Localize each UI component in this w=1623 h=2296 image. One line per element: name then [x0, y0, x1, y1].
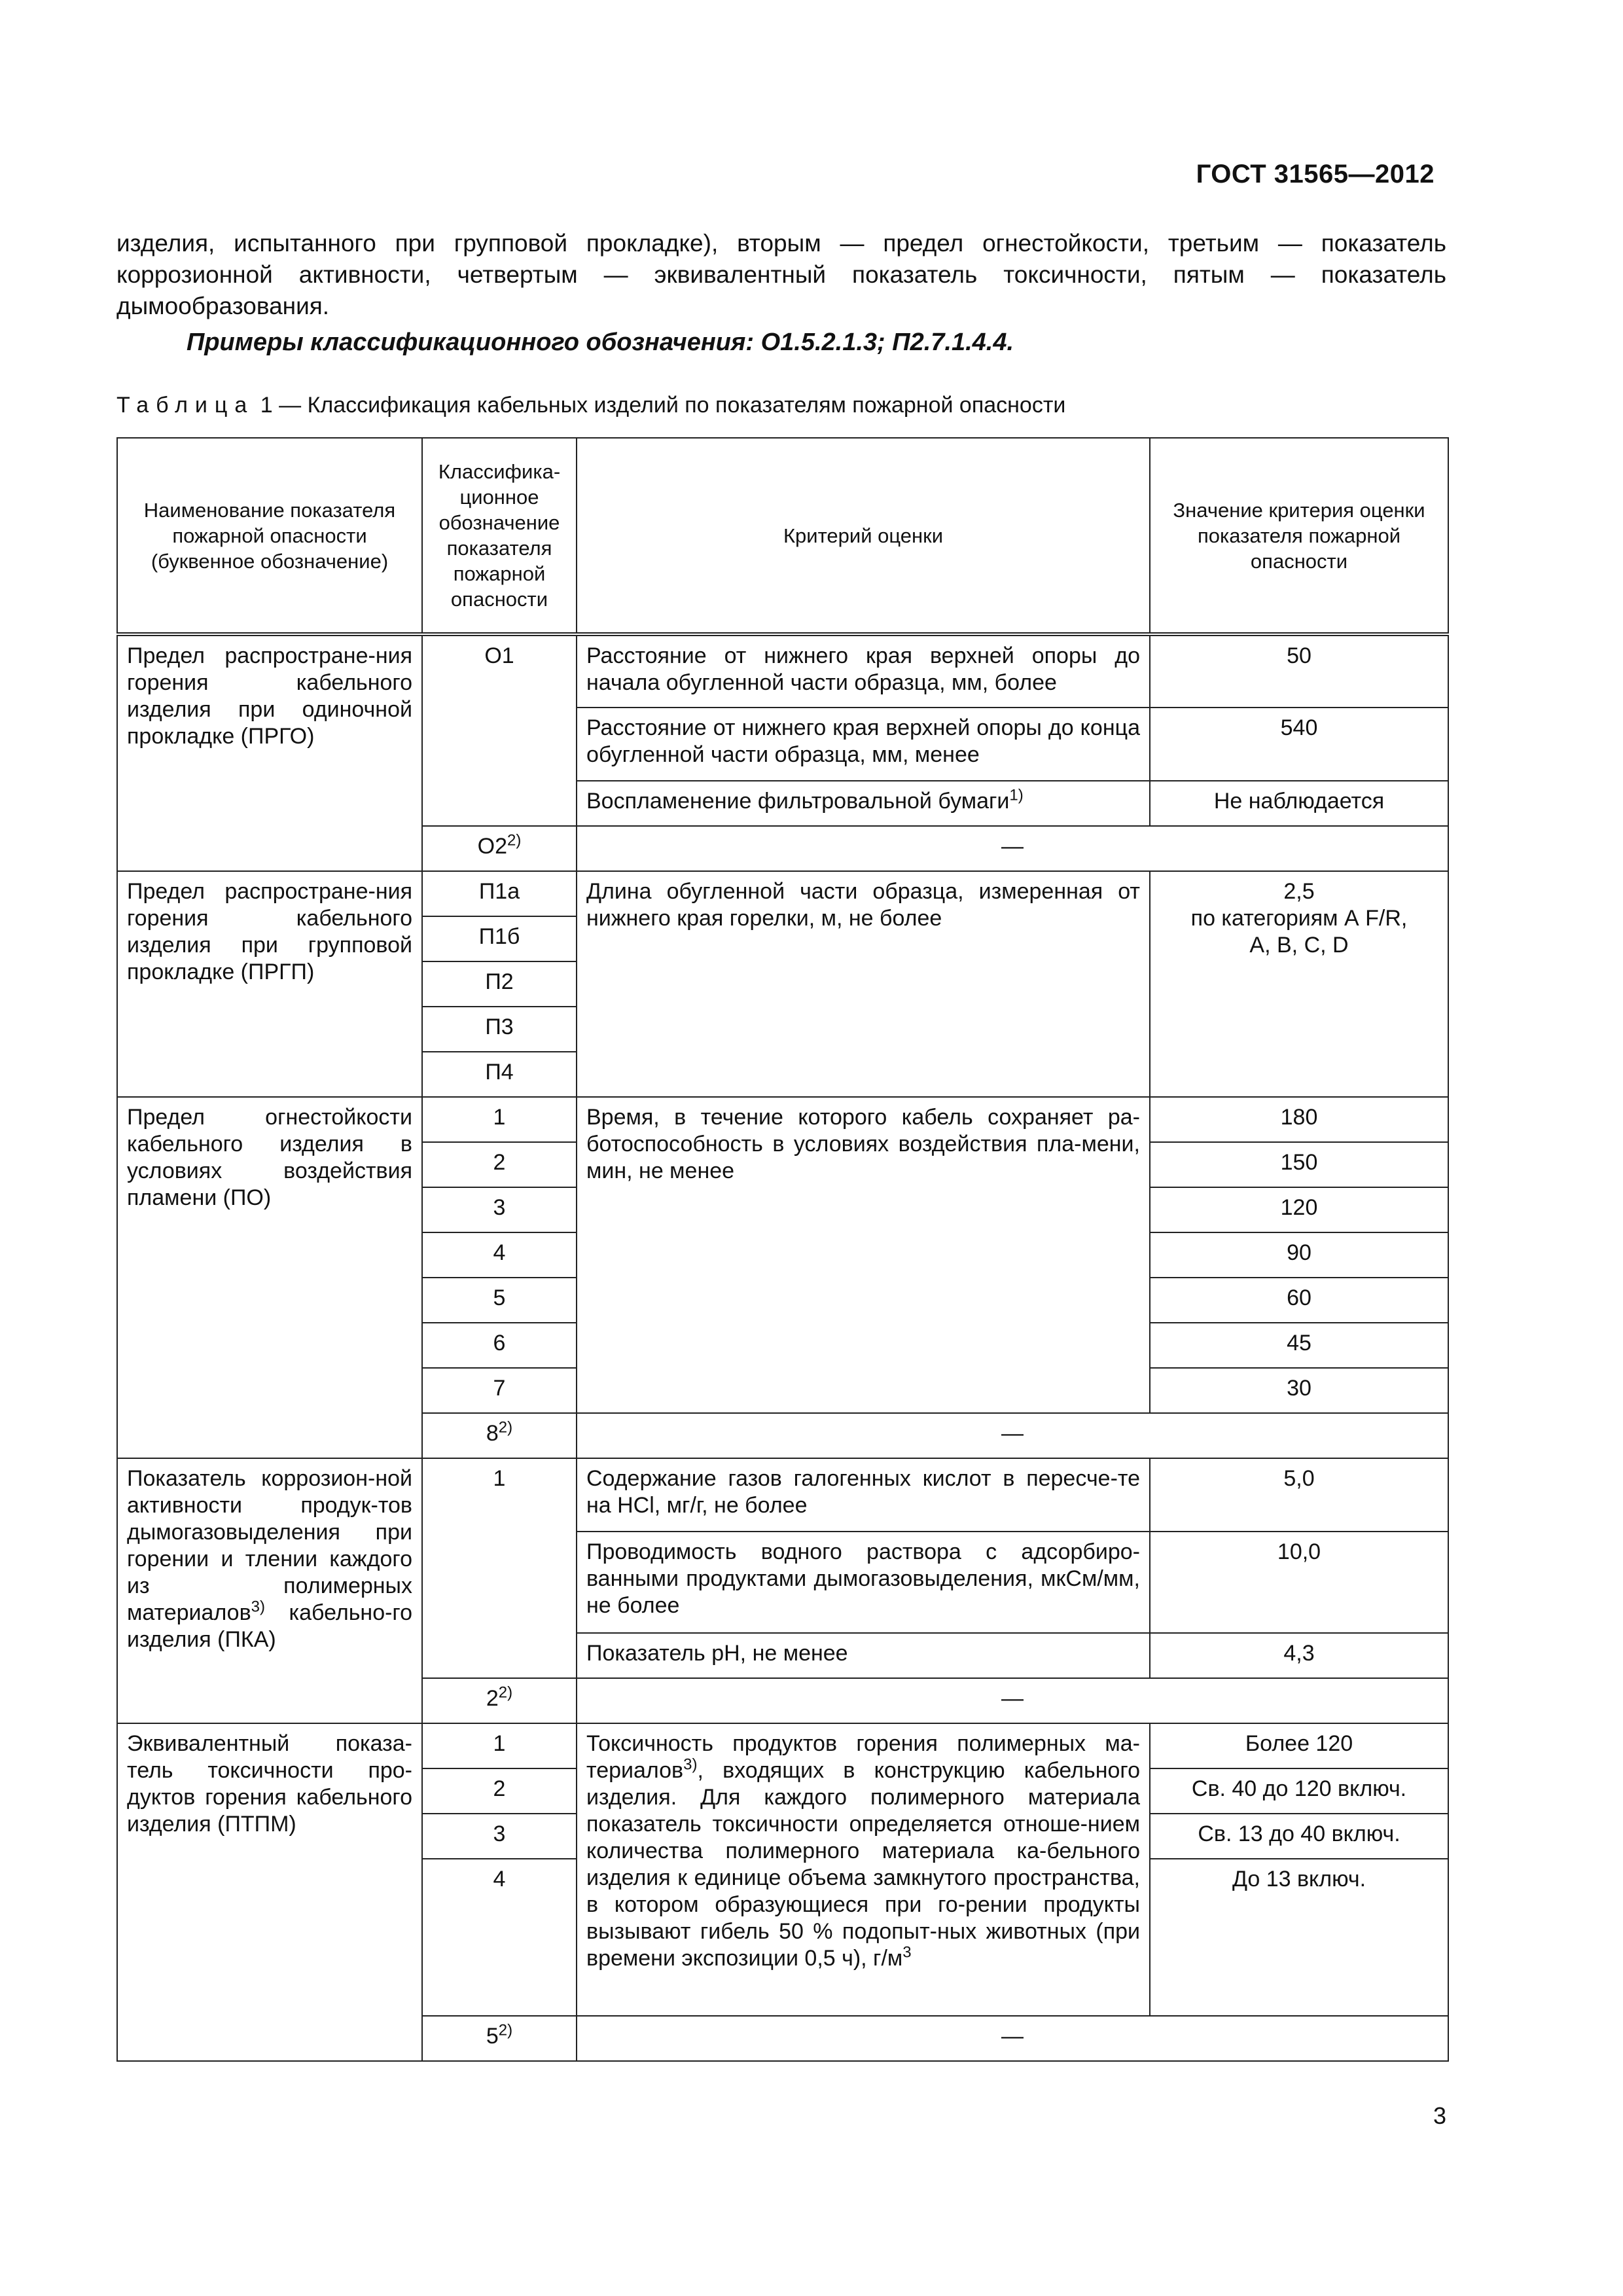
ptpm-value: До 13 включ.	[1150, 1859, 1448, 2016]
header-name: Наименование показателя пожарной опасности (буквенное обозначение)	[117, 438, 422, 634]
prgp-code: П1б	[422, 916, 577, 961]
prgo-code-2: О2$^{2)}$	[422, 826, 577, 871]
pka-value-3: 4,3	[1150, 1633, 1448, 1678]
po-criterion: Время, в течение которого кабель сохраняет ра-ботоспособность в условиях воздействия пла-мени, мин, не менее	[577, 1097, 1150, 1413]
po-code-last: 8$^{2)}$	[422, 1413, 577, 1458]
intro-text: изделия, испытанного при групповой прокладке), вторым — предел огнестойкости, третьим — показатель коррозионной активности, четвертым — эквивалентный показатель токсичности, пятым — показатель дымообразования.	[116, 230, 1446, 319]
po-value: 90	[1150, 1232, 1448, 1278]
pka-criterion-1: Содержание газов галогенных кислот в пересче-те на HCl, мг/г, не более	[577, 1458, 1150, 1532]
prgp-criterion: Длина обугленной части образца, измеренная от нижнего края горелки, м, не более	[577, 871, 1150, 1097]
po-value: 180	[1150, 1097, 1448, 1142]
table-row	[117, 1097, 1448, 1142]
po-value: 60	[1150, 1278, 1448, 1323]
ptpm-name: Эквивалентный показа-тель токсичности про-дуктов горения кабельного изделия (ПТПМ)	[117, 1723, 422, 2061]
po-name: Предел огнестойкости кабельного изделия в условиях воздействия пламени (ПО)	[117, 1097, 422, 1458]
ptpm-code: 2	[422, 1768, 577, 1814]
po-value: 150	[1150, 1142, 1448, 1187]
pka-code-2: 2$^{2)}$	[422, 1678, 577, 1723]
pka-criterion-2: Проводимость водного раствора с адсорбиро-ванными продуктами дымогазовыделения, мкСм/мм, не более	[577, 1532, 1150, 1633]
po-code: 2	[422, 1142, 577, 1187]
pka-dash: —	[577, 1678, 1448, 1723]
prgp-code: П1а	[422, 871, 577, 916]
page-number: 3	[1433, 2102, 1446, 2129]
table-caption-word: Таблица	[116, 393, 255, 418]
ptpm-value: Более 120	[1150, 1723, 1448, 1768]
prgo-value-1: 50	[1150, 634, 1448, 708]
po-code: 4	[422, 1232, 577, 1278]
po-code: 5	[422, 1278, 577, 1323]
prgo-value-2: 540	[1150, 708, 1448, 781]
document-id: ГОСТ 31565—2012	[1196, 160, 1435, 188]
table-row	[117, 634, 1448, 708]
ptpm-criterion: Токсичность продуктов горения полимерных ма-териалов$^{3)}$, входящих в конструкцию кабельного изделия. Для каждого полимерного материала показатель токсичности определяется отноше-нием количества полимерного материала ка-бельного изделия к единице объема замкнутого пространства, в котором образующиеся при го-рении продукты вызывают гибель 50 % подопыт-ных животных (при времени экспозиции 0,5 ч), $г/м^3$	[577, 1723, 1150, 2016]
prgo-criterion-1: Расстояние от нижнего края верхней опоры до начала обугленной части образца, мм, более	[577, 634, 1150, 708]
po-code: 7	[422, 1368, 577, 1413]
prgo-value-3: Не наблюдается	[1150, 781, 1448, 826]
classification-table	[116, 437, 1449, 2062]
prgp-value: 2,5 по категориям А F/R, А, В, С, D	[1150, 871, 1448, 1097]
po-code: 3	[422, 1187, 577, 1232]
ptpm-code: 1	[422, 1723, 577, 1768]
classification-examples: Примеры классификационного обозначения: О1.5.2.1.3; П2.7.1.4.4.	[187, 329, 1014, 356]
ptpm-value: Св. 40 до 120 включ.	[1150, 1768, 1448, 1814]
pka-name: Показатель коррозион-ной активности продук-тов дымогазовыделения при горении и тлении каждого из полимерных материалов$^{3)}$ кабельно-го изделия (ПКА)	[117, 1458, 422, 1723]
ptpm-code-last: 5$^{2)}$	[422, 2016, 577, 2061]
pka-value-1: 5,0	[1150, 1458, 1448, 1532]
po-code: 1	[422, 1097, 577, 1142]
table-caption-title: 1 — Классификация кабельных изделий по показателям пожарной опасности	[260, 393, 1066, 418]
pka-criterion-3: Показатель pH, не менее	[577, 1633, 1150, 1678]
prgp-code: П3	[422, 1007, 577, 1052]
header-code: Классифика-ционное обозначение показателя пожарной опасности	[422, 438, 577, 634]
header-value: Значение критерия оценки показателя пожарной опасности	[1150, 438, 1448, 634]
prgo-criterion-3: Воспламенение фильтровальной бумаги$^{1)}$	[577, 781, 1150, 826]
table-header-row	[117, 438, 1448, 634]
ptpm-value: Св. 13 до 40 включ.	[1150, 1814, 1448, 1859]
table-caption	[116, 393, 1065, 418]
table-row	[117, 1458, 1448, 1532]
prgo-name: Предел распростране-ния горения кабельного изделия при одиночной прокладке (ПРГО)	[117, 634, 422, 871]
po-value: 45	[1150, 1323, 1448, 1368]
prgp-name: Предел распростране-ния горения кабельного изделия при групповой прокладке (ПРГП)	[117, 871, 422, 1097]
po-dash: —	[577, 1413, 1448, 1458]
pka-value-2: 10,0	[1150, 1532, 1448, 1633]
po-value: 120	[1150, 1187, 1448, 1232]
prgp-code: П2	[422, 961, 577, 1007]
po-value: 30	[1150, 1368, 1448, 1413]
intro-paragraph	[116, 228, 1446, 322]
prgo-dash: —	[577, 826, 1448, 871]
prgo-code-1: О1	[422, 634, 577, 826]
prgp-code: П4	[422, 1052, 577, 1097]
header-criterion: Критерий оценки	[577, 438, 1150, 634]
table-row	[117, 871, 1448, 916]
ptpm-dash: —	[577, 2016, 1448, 2061]
table-row	[117, 1723, 1448, 1768]
pka-code-1: 1	[422, 1458, 577, 1678]
po-code: 6	[422, 1323, 577, 1368]
ptpm-code: 3	[422, 1814, 577, 1859]
ptpm-code: 4	[422, 1859, 577, 2016]
prgo-criterion-2: Расстояние от нижнего края верхней опоры до конца обугленной части образца, мм, менее	[577, 708, 1150, 781]
